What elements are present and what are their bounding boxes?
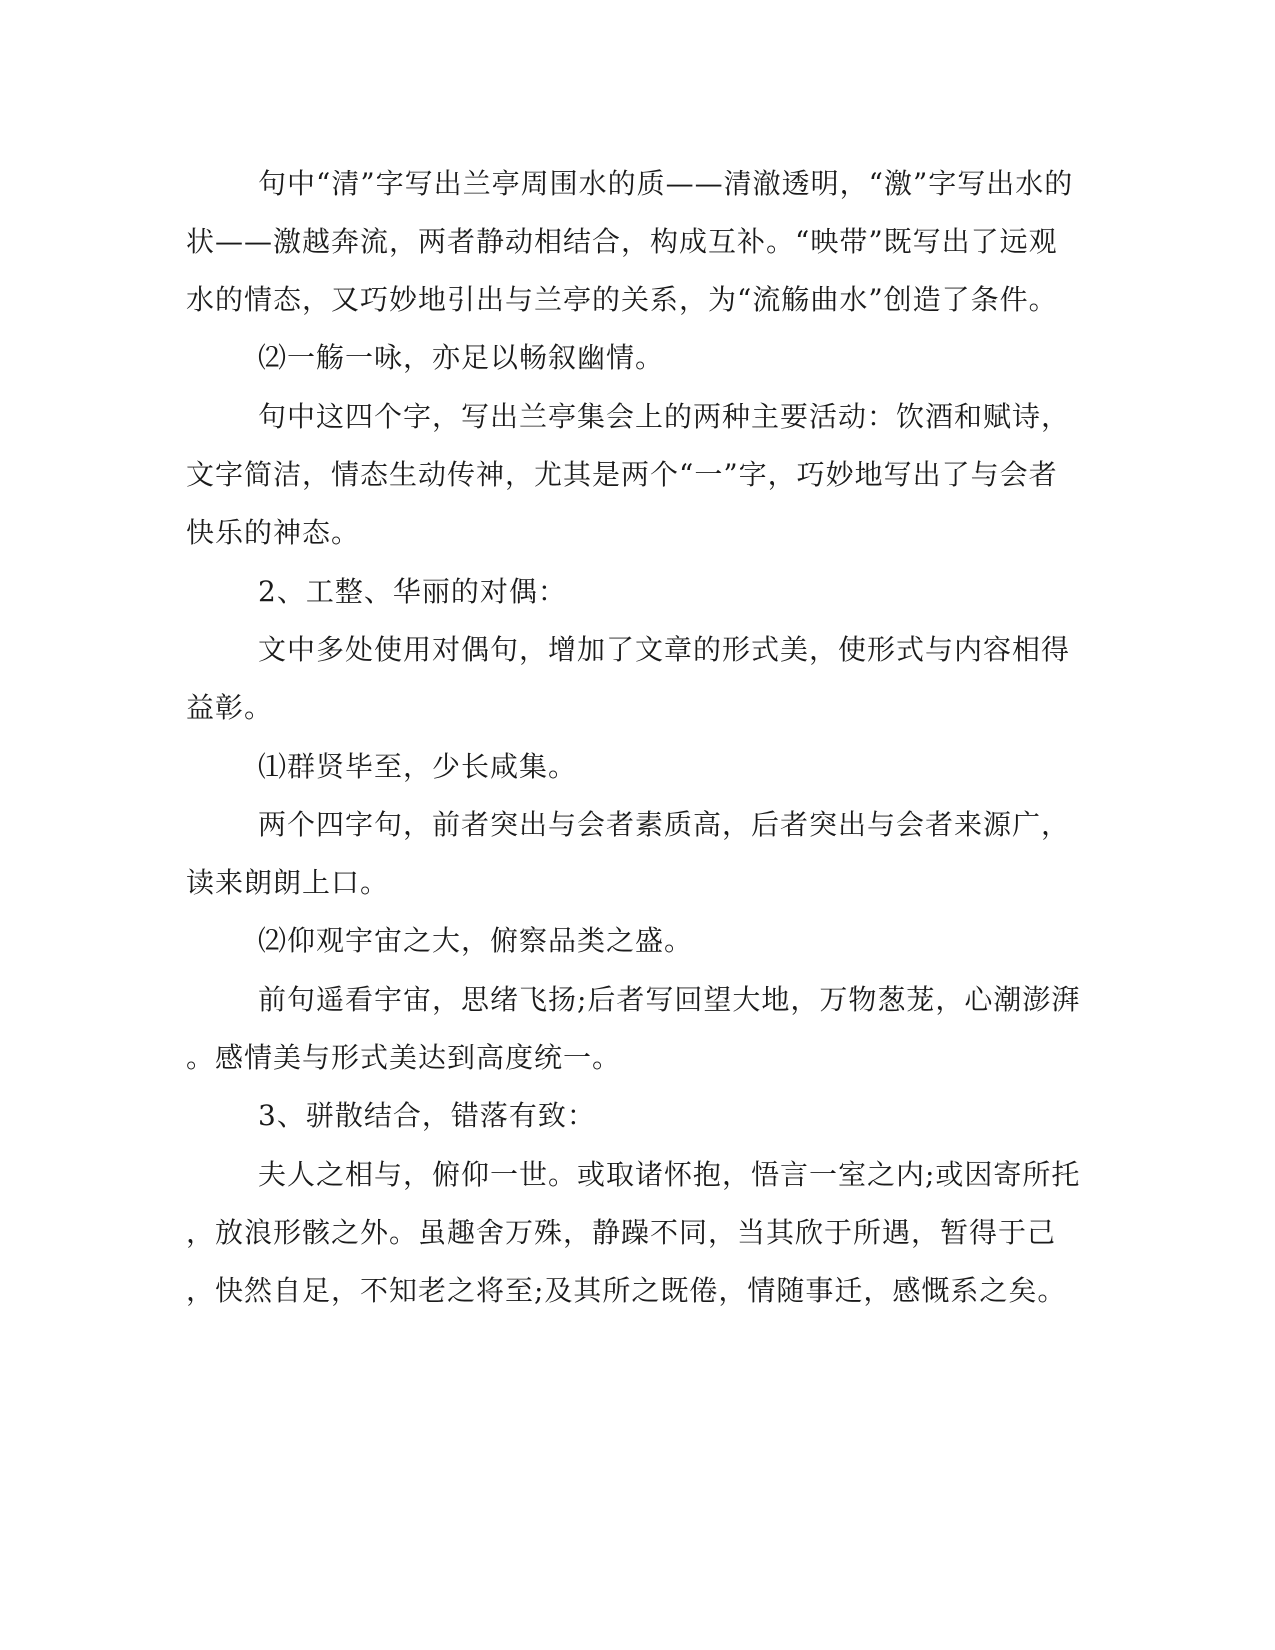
paragraph-line: ，放浪形骸之外。虽趣舍万殊，静躁不同，当其欣于所遇，暂得于己 [186,1216,1057,1249]
paragraph-line: 夫人之相与，俯仰一世。或取诸怀抱，悟言一室之内;或因寄所托 [258,1158,1081,1191]
paragraph-line: 两个四字句，前者突出与会者素质高，后者突出与会者来源广， [258,808,1071,841]
example-heading: ⑵仰观宇宙之大，俯察品类之盛。 [258,924,694,957]
paragraph-line: 益彰。 [186,691,274,724]
paragraph-line: 文中多处使用对偶句，增加了文章的形式美，使形式与内容相得 [258,633,1071,666]
example-heading: ⑴群贤毕至，少长咸集。 [258,750,578,783]
paragraph-line: 水的情态，又巧妙地引出与兰亭的关系，为“流觞曲水”创造了条件。 [186,283,1058,316]
paragraph-line: 快乐的神态。 [186,516,361,549]
paragraph-line: 。感情美与形式美达到高度统一。 [186,1041,622,1074]
paragraph-line: 句中“清”字写出兰亭周围水的质——清澈透明，“激”字写出水的 [258,167,1074,200]
section-heading: 2、工整、华丽的对偶： [258,575,567,608]
paragraph-line: 状——激越奔流，两者静动相结合，构成互补。“映带”既写出了远观 [186,225,1058,258]
section-heading: 3、骈散结合，错落有致： [258,1099,596,1132]
example-heading: ⑵一觞一咏，亦足以畅叙幽情。 [258,341,665,374]
paragraph-line: 句中这四个字，写出兰亭集会上的两种主要活动：饮酒和赋诗， [258,400,1071,433]
paragraph-line: 前句遥看宇宙，思绪飞扬;后者写回望大地，万物葱茏，心潮澎湃 [258,983,1081,1016]
paragraph-line: ，快然自足，不知老之将至;及其所之既倦，情随事迁，感慨系之矣。 [186,1274,1067,1307]
paragraph-line: 文字简洁，情态生动传神，尤其是两个“一”字，巧妙地写出了与会者 [186,458,1058,491]
paragraph-line: 读来朗朗上口。 [186,866,390,899]
